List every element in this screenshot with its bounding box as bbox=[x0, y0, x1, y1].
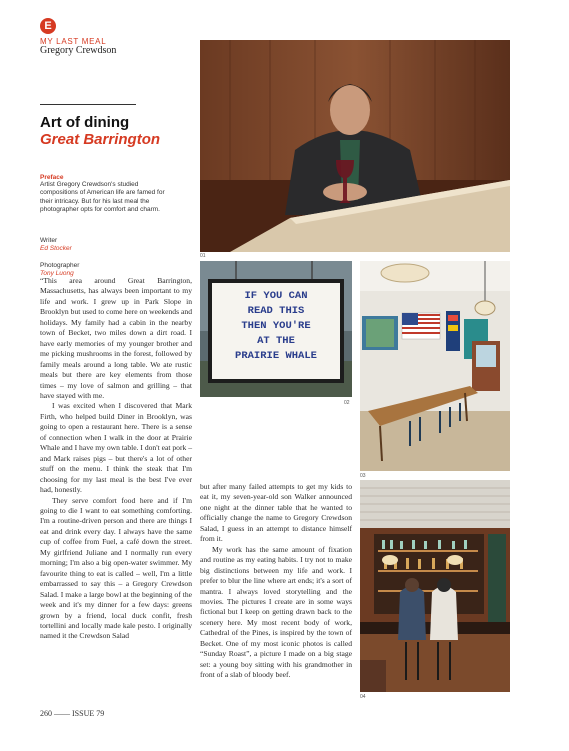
body-paragraph-1: “This area around Great Barrington, Massachusetts, has always been important to my life and work. I grew up in Park Slope in Brooklyn but used to come here on weekends and holidays. My family had a cabin in the nearby town of Becket, two miles down a dirt road. I have early memories of my younger brother and me picking mushrooms in the forest, followed by family meals around a long table. We ate rustic meals but there are key elements from those times – my love of salmon and grilling – that have stayed with me. bbox=[40, 276, 192, 400]
portrait-illustration bbox=[200, 40, 510, 252]
sign-line2: READ THIS bbox=[247, 305, 305, 317]
sign-line1: IF YOU CAN bbox=[244, 290, 308, 302]
body-paragraph-4: but after many failed attempts to get my kids to eat it, my seven-year-old son Walker announced one night at the dinner table that he wanted to officially change the name to Gregory Crewdson Salad, I guess in an attempt to distance himself from it. bbox=[200, 482, 352, 544]
photographer-name: Tony Luong bbox=[40, 270, 74, 277]
subject-name: Gregory Crewdson bbox=[40, 45, 117, 56]
writer-label: Writer bbox=[40, 237, 58, 244]
headline-rule bbox=[40, 104, 136, 105]
section-kicker: MY LAST MEAL bbox=[40, 37, 107, 46]
headline-line2: Great Barrington bbox=[40, 131, 161, 148]
photo-sign bbox=[200, 261, 352, 397]
magazine-logo: E bbox=[40, 18, 56, 34]
dining-room-illustration bbox=[360, 261, 510, 471]
body-paragraph-2: I was excited when I discovered that Mark Firth, who helped build Diner in Brooklyn, was going to open a restaurant here. There is a sense of connection when I walk in the door at Prairie Whale and I have my own table. I don't eat pork – and Mark raises pigs – but there's a lot of other stuff on the menu. I think the steak that I'm choosing for my last meal is the best I've ever had, honestly. bbox=[40, 401, 192, 495]
photographer-label: Photographer bbox=[40, 262, 80, 269]
photo-dining-room bbox=[360, 261, 510, 471]
preface-text: Artist Gregory Crewdson's studied compositions of American life are famed for their intricacy. But for his last meal the photographer opts for comfort and charm. bbox=[40, 181, 165, 213]
photo-portrait bbox=[200, 40, 510, 252]
body-paragraph-3: They serve comfort food here and if I'm going to die I want to eat something comforting. I'm a routine-driven person and there are things I eat and drink every day. I always have the same cup of coffee from Fuel, a café down the street. My girlfriend Juliane and I normally run every morning; I'm also a big open-water swimmer. My favourite thing to eat is called – well, I'm a little embarrassed to say this – a Gregory Crewdson Salad. I make a large bowl at the beginning of the week and it's my dinner for a few days: greens grown by a friend, local duck confit, fresh tortellini and locally made kale pesto. I originally named it the Crewdson Salad bbox=[40, 495, 192, 641]
caption-04: 04 bbox=[360, 694, 366, 700]
photo-bar bbox=[360, 480, 510, 692]
caption-03: 03 bbox=[360, 473, 366, 479]
body-column-1 bbox=[40, 276, 192, 642]
writer-name: Ed Stocker bbox=[40, 245, 72, 252]
sign-line4: AT THE bbox=[257, 335, 295, 347]
page-folio: 260 —— ISSUE 79 bbox=[40, 709, 105, 718]
bar-illustration bbox=[360, 480, 510, 692]
sign-text bbox=[214, 289, 338, 364]
body-column-2 bbox=[200, 482, 352, 681]
body-paragraph-5: My work has the same amount of fixation and routine as my eating habits. I try not to make big distinctions between my life and work. I prefer to blur the line where art ends; it's a sort of mantra. I always loved storytelling and the movies. The pictures I create are in some ways fictional but I keep on getting drawn back to the scenery here. My most recent body of work, Cathedral of the Pines, is inspired by the town of Becket. One of my most iconic photos is called “Sunday Roast”, a picture I made on a big stage set: a young boy sitting with his grandmother in front of a slab of bloody beef. bbox=[200, 544, 352, 680]
preface-heading: Preface bbox=[40, 174, 64, 181]
caption-01: 01 bbox=[200, 253, 206, 259]
headline-line1: Art of dining bbox=[40, 114, 130, 131]
sign-line5: PRAIRIE WHALE bbox=[235, 350, 317, 362]
caption-02: 02 bbox=[344, 400, 350, 406]
sign-line3: THEN YOU'RE bbox=[241, 320, 311, 332]
